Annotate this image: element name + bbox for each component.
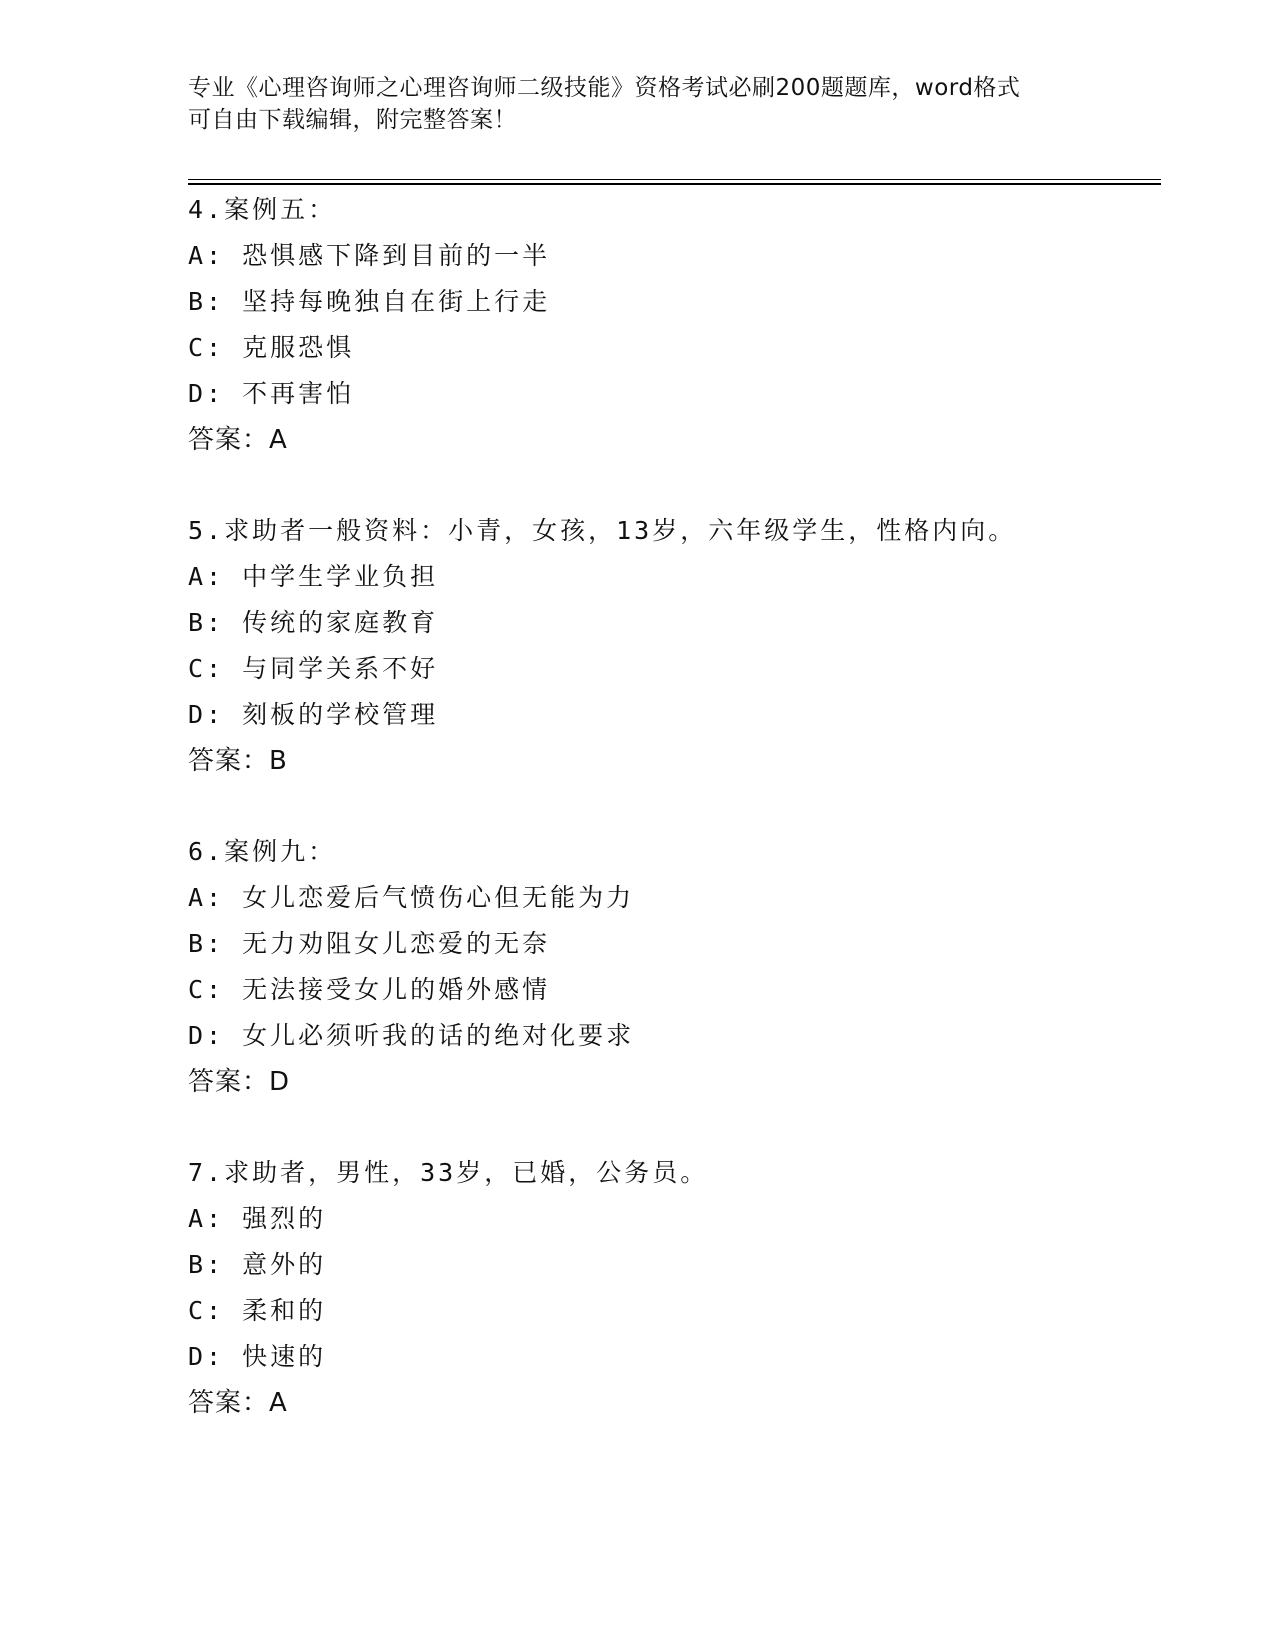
option-c: C: 柔和的 (188, 1296, 327, 1325)
option-d: D: 女儿必须听我的话的绝对化要求 (188, 1021, 635, 1050)
option-a: A: 女儿恋爱后气愤伤心但无能为力 (188, 883, 635, 912)
answer-label: 答案：B (188, 746, 288, 776)
option-c: C: 与同学关系不好 (188, 654, 439, 683)
option-d: D: 刻板的学校管理 (188, 700, 439, 729)
answer-label: 答案：D (188, 1067, 291, 1097)
question-stem: 5.求助者一般资料：小青，女孩，13岁，六年级学生，性格内向。 (188, 516, 1017, 545)
option-d: D: 快速的 (188, 1342, 327, 1371)
option-a: A: 恐惧感下降到目前的一半 (188, 241, 551, 270)
document-header (188, 72, 1088, 136)
answer-label: 答案：A (188, 1388, 288, 1418)
question-4 (188, 187, 1148, 463)
option-b: B: 坚持每晚独自在街上行走 (188, 287, 551, 316)
header-line-2: 可自由下载编辑，附完整答案！ (188, 107, 517, 133)
option-c: C: 克服恐惧 (188, 333, 355, 362)
option-c: C: 无法接受女儿的婚外感情 (188, 975, 551, 1004)
answer-label: 答案：A (188, 425, 288, 455)
question-stem: 6.案例九： (188, 837, 337, 866)
option-a: A: 强烈的 (188, 1204, 327, 1233)
question-6 (188, 829, 1148, 1105)
option-d: D: 不再害怕 (188, 379, 355, 408)
question-stem: 7.求助者，男性，33岁，已婚，公务员。 (188, 1158, 709, 1187)
option-a: A: 中学生学业负担 (188, 562, 439, 591)
header-divider-thin (188, 179, 1161, 180)
option-b: B: 无力劝阻女儿恋爱的无奈 (188, 929, 551, 958)
question-7 (188, 1150, 1148, 1426)
option-b: B: 传统的家庭教育 (188, 608, 439, 637)
question-stem: 4.案例五： (188, 195, 337, 224)
option-b: B: 意外的 (188, 1250, 327, 1279)
question-list (188, 187, 1148, 1471)
header-line-1: 专业《心理咨询师之心理咨询师二级技能》资格考试必刷200题题库，word格式 (188, 75, 1021, 101)
question-5 (188, 508, 1148, 784)
header-divider-thick (188, 183, 1161, 185)
